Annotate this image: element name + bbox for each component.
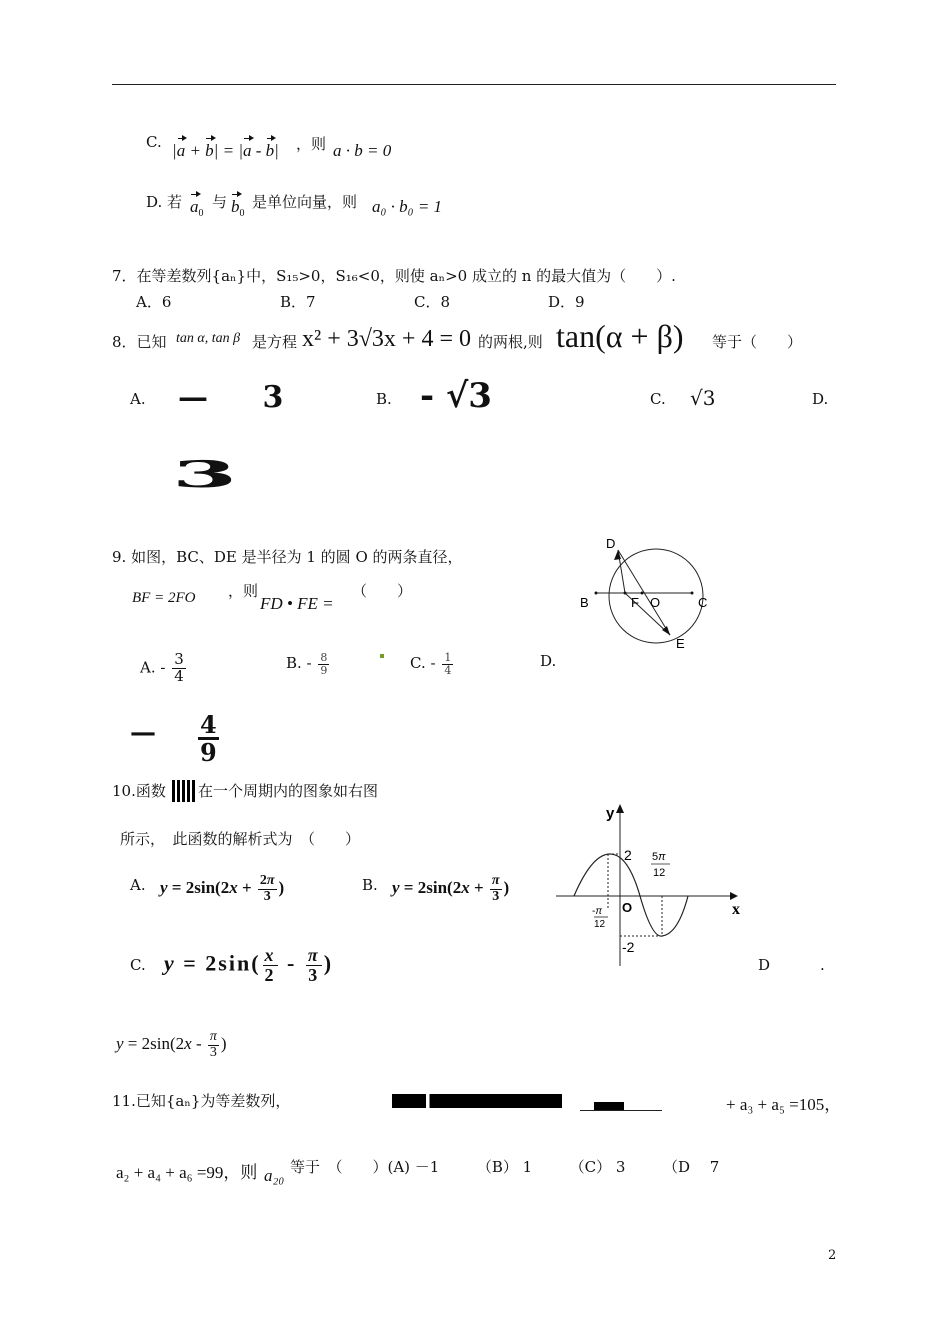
- label-f: F: [631, 595, 639, 610]
- label-o: O: [650, 595, 661, 610]
- q9-option-d-label: D.: [540, 652, 557, 670]
- q6-unit-text: 是单位向量，则: [252, 193, 358, 211]
- q9-paren: （ ）: [352, 582, 413, 600]
- q6-and: 与: [212, 193, 228, 211]
- q11-underline: [580, 1110, 662, 1111]
- q10-option-a-label: A.: [130, 876, 146, 894]
- q10-option-a-value: y = 2sin(2x + $\frac{2\pi}{3}$ ): [160, 873, 285, 904]
- q7-stem: 7．在等差数列{aₙ}中，S₁₅>0，S₁₆<0，则使 aₙ>0 成立的 n 的最大值为（ ）.: [112, 267, 676, 285]
- q10-option-d-value: y = 2sin(2x - $\frac{\pi}{3}$ ): [116, 1029, 227, 1060]
- svg-text:12: 12: [653, 867, 666, 879]
- q11-target: a₂₀: [264, 1166, 285, 1185]
- q8-stem-suffix: 等于（ ）: [712, 333, 803, 351]
- q9-condition: BF = 2FO: [132, 590, 196, 606]
- q9-option-a: A. - $\frac{3}{4}$: [140, 650, 184, 685]
- sine-graph: [550, 796, 750, 976]
- q8-target: tan(α + β): [556, 318, 684, 354]
- q6-option-c-result: a · b = 0: [333, 141, 392, 160]
- q11-stem: 11.已知{aₙ}为等差数列，: [112, 1092, 291, 1110]
- q8-stem-mid: 是方程: [252, 333, 298, 351]
- q8-option-d-value: 3: [172, 454, 238, 496]
- min-label: -2: [622, 939, 635, 955]
- q11-sum1: + a₃ + a₅ =105，: [726, 1095, 842, 1114]
- q9-option-d-sign: —: [130, 718, 156, 748]
- q11-smeared-mark: [594, 1102, 624, 1110]
- header-rule: [112, 84, 836, 85]
- q10-option-b-label: B.: [362, 876, 378, 894]
- q9-option-b: B. - $\frac{8}{9}$: [286, 651, 328, 677]
- page-number: 2: [828, 1248, 837, 1263]
- q11-smeared-term: [392, 1094, 562, 1108]
- stray-dot: [380, 654, 384, 658]
- q8-equation: x² + 3√3x + 4 = 0: [302, 326, 471, 352]
- q10-option-c-value: y = 2sin( $\frac{x}{2}$ - $\frac{\pi}{3}$ ): [164, 945, 334, 985]
- q11-tail: 等于 （ ）(A) －1 （B） 1 （C） 3 （D 7: [290, 1158, 720, 1176]
- x-axis-arrow-icon: [730, 892, 738, 900]
- q11-sum2: a₂ + a₄ + a₆ =99，则: [116, 1163, 258, 1182]
- q9-option-c: C. - $\frac{1}{4}$: [410, 651, 452, 677]
- q9-then: ，则: [228, 582, 259, 600]
- y-label: y: [606, 805, 615, 822]
- q10-stem-a: 10.函数: [112, 782, 166, 800]
- q8-stem-prefix: 8．已知: [112, 333, 167, 351]
- q7-option-b: B．7: [280, 293, 316, 311]
- q10-stem-b: 在一个周期内的图象如右图: [198, 782, 379, 800]
- q8-option-a-label: A.: [130, 390, 146, 408]
- circle-figure: [572, 534, 732, 654]
- origin-label: O: [622, 900, 633, 915]
- q9-stem: 9. 如图，BC、DE 是半径为 1 的圆 O 的两条直径，: [112, 548, 463, 566]
- q8-option-d-label: D.: [812, 390, 829, 408]
- label-e: E: [676, 636, 685, 651]
- q9-option-d-fraction: $\frac{4}{9}$: [200, 710, 217, 768]
- q10-option-c-label: C.: [130, 956, 146, 974]
- q6-option-c-condition: |a + b| = |a - b|: [172, 141, 279, 160]
- q6-option-d-result: a₀ · b₀ = 1: [372, 197, 443, 216]
- max-label: 2: [624, 847, 632, 863]
- q10-option-b-value: y = 2sin(2x + $\frac{\pi}{3}$ ): [392, 873, 510, 904]
- q10-dot: .: [820, 956, 825, 974]
- q6-option-d-label: D. 若: [146, 193, 183, 211]
- q7-option-a: A．6: [136, 293, 172, 311]
- y-axis-arrow-icon: [616, 804, 624, 813]
- svg-text:12: 12: [594, 919, 606, 930]
- q6-vector-a0: $a_0$: [190, 197, 204, 219]
- label-d: D: [606, 536, 616, 551]
- q6-option-c-label: C.: [146, 133, 162, 151]
- q8-stem-roots: 的两根,则: [478, 333, 543, 351]
- q8-option-a-value: — 3: [178, 380, 306, 415]
- sine-curve: [574, 854, 688, 936]
- q8-option-c-value: √3: [690, 386, 716, 410]
- x-right-label: 5π: [652, 851, 666, 863]
- arrow-d-icon: [614, 550, 621, 560]
- q7-option-c: C．8: [414, 293, 451, 311]
- q10-option-d-label: D: [758, 956, 771, 974]
- q7-option-d: D．9: [548, 293, 585, 311]
- q8-option-b-label: B.: [376, 390, 392, 408]
- q10-function-image: [172, 780, 196, 802]
- q8-stem-vars: tan α, tan β: [176, 331, 241, 346]
- q9-expression: FD • FE =: [260, 594, 334, 613]
- x-left-label: -π: [592, 906, 603, 917]
- arrow-e-icon: [662, 626, 670, 635]
- q6-option-c-then: ，则: [296, 135, 327, 153]
- q8-option-b-value: - √3: [420, 376, 492, 416]
- label-c: C: [698, 595, 708, 610]
- x-label: x: [732, 901, 740, 918]
- q8-option-c-label: C.: [650, 390, 666, 408]
- q10-stem-c: 所示， 此函数的解析式为 （ ）: [120, 830, 361, 848]
- label-b: B: [580, 595, 589, 610]
- q6-vector-b0: $b_0$: [231, 197, 245, 219]
